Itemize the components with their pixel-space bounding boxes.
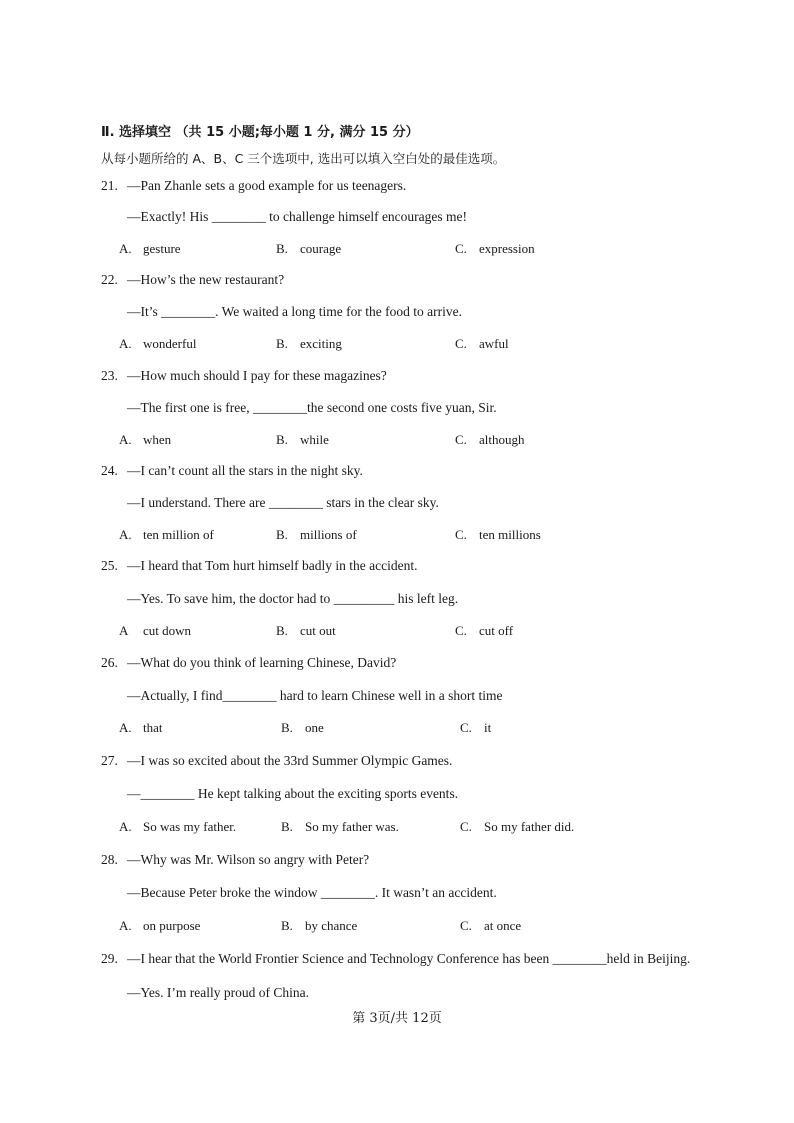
question-24-option-c — [455, 527, 541, 543]
option-letter: B. — [281, 819, 293, 834]
section-instructions: 从每小题所给的 A、B、C 三个选项中, 选出可以填入空白处的最佳选项。 — [101, 151, 506, 166]
question-number: 23. — [101, 368, 118, 383]
question-number: 25. — [101, 558, 118, 573]
question-21-reply: —Exactly! His ________ to challenge himself encourages me! — [127, 209, 468, 224]
option-text: gesture — [143, 241, 181, 256]
option-letter: B. — [276, 527, 288, 542]
option-text: wonderful — [143, 336, 197, 351]
option-letter: A. — [119, 819, 132, 834]
option-letter: B. — [281, 720, 293, 735]
option-text: awful — [479, 336, 509, 351]
option-text: that — [143, 720, 163, 735]
question-24-option-a — [119, 527, 214, 543]
option-letter: B. — [276, 241, 288, 256]
question-26-option-b — [281, 720, 324, 736]
question-27-option-c — [460, 819, 574, 835]
section-title: Ⅱ. 选择填空 （共 15 小题;每小题 1 分, 满分 15 分） — [101, 125, 419, 140]
option-text: when — [143, 432, 172, 447]
question-number: 22. — [101, 272, 118, 287]
question-28-option-b — [281, 918, 357, 934]
option-text: So was my father. — [143, 819, 237, 834]
option-letter: A. — [119, 241, 132, 256]
question-22-reply: —It’s ________. We waited a long time for the food to arrive. — [127, 304, 462, 319]
question-26-option-a — [119, 720, 163, 736]
question-prompt: —How’s the new restaurant? — [127, 272, 285, 287]
option-text: cut off — [479, 623, 514, 638]
question-21-option-b — [276, 241, 341, 257]
question-26-prompt — [101, 655, 396, 671]
question-28-option-c — [460, 918, 521, 934]
option-text: courage — [300, 241, 342, 256]
option-letter: B. — [276, 623, 288, 638]
option-text: although — [479, 432, 525, 447]
page-indicator: 第 3页/共 12页 — [352, 1011, 442, 1026]
question-prompt: —I can’t count all the stars in the night sky. — [127, 463, 363, 478]
question-number: 28. — [101, 852, 118, 867]
question-29-prompt — [101, 951, 690, 967]
question-25-option-b — [276, 623, 336, 639]
option-text: by chance — [305, 918, 358, 933]
question-number: 24. — [101, 463, 118, 478]
question-21-prompt — [101, 178, 406, 194]
question-23-option-c — [455, 432, 525, 448]
option-text: ten million of — [143, 527, 214, 542]
question-24-prompt — [101, 463, 363, 479]
question-25-option-a — [119, 623, 191, 639]
question-24-reply: —I understand. There are ________ stars in the clear sky. — [127, 495, 439, 510]
question-21-option-a — [119, 241, 181, 257]
option-letter: C. — [455, 241, 467, 256]
option-text: millions of — [300, 527, 357, 542]
option-text: at once — [484, 918, 522, 933]
question-27-prompt — [101, 753, 452, 769]
option-text: it — [484, 720, 492, 735]
option-letter: C. — [460, 720, 472, 735]
option-letter: C. — [455, 336, 467, 351]
option-letter: A. — [119, 336, 132, 351]
option-text: ten millions — [479, 527, 541, 542]
question-26-reply: —Actually, I find________ hard to learn Chinese well in a short time — [127, 688, 503, 703]
option-letter: C. — [460, 819, 472, 834]
option-text: while — [300, 432, 329, 447]
option-letter: A. — [119, 720, 132, 735]
option-text: cut down — [143, 623, 192, 638]
question-number: 29. — [101, 951, 118, 966]
question-28-option-a — [119, 918, 200, 934]
option-text: expression — [479, 241, 535, 256]
question-22-option-c — [455, 336, 509, 352]
option-text: cut out — [300, 623, 336, 638]
question-number: 21. — [101, 178, 118, 193]
question-23-option-a — [119, 432, 171, 448]
question-number: 26. — [101, 655, 118, 670]
option-letter: B. — [281, 918, 293, 933]
option-letter: A. — [119, 918, 132, 933]
question-26-option-c — [460, 720, 491, 736]
question-24-option-b — [276, 527, 357, 543]
option-letter: B. — [276, 336, 288, 351]
option-letter: C. — [455, 527, 467, 542]
option-letter: B. — [276, 432, 288, 447]
question-22-option-a — [119, 336, 196, 352]
question-27-option-a — [119, 819, 236, 835]
question-29-reply: —Yes. I’m really proud of China. — [127, 985, 309, 1000]
option-text: So my father did. — [484, 819, 575, 834]
question-27-reply: —________ He kept talking about the exciting sports events. — [127, 786, 459, 801]
question-prompt: —How much should I pay for these magazines? — [127, 368, 387, 383]
question-prompt: —Pan Zhanle sets a good example for us teenagers. — [127, 178, 407, 193]
question-28-prompt — [101, 852, 369, 868]
option-letter: A — [119, 623, 129, 638]
option-letter: A. — [119, 527, 132, 542]
question-prompt: —I heard that Tom hurt himself badly in the accident. — [127, 558, 418, 573]
question-22-prompt — [101, 272, 284, 288]
question-number: 27. — [101, 753, 118, 768]
question-23-option-b — [276, 432, 329, 448]
option-text: on purpose — [143, 918, 201, 933]
question-prompt: —I hear that the World Frontier Science and Technology Conference has been ________held in Beijing. — [127, 951, 691, 966]
question-23-prompt — [101, 368, 387, 384]
question-prompt: —Why was Mr. Wilson so angry with Peter? — [127, 852, 370, 867]
question-23-reply: —The first one is free, ________the second one costs five yuan, Sir. — [127, 400, 497, 415]
option-text: So my father was. — [305, 819, 399, 834]
question-25-prompt — [101, 558, 417, 574]
option-letter: C. — [455, 432, 467, 447]
question-27-option-b — [281, 819, 399, 835]
question-21-option-c — [455, 241, 535, 257]
option-text: one — [305, 720, 324, 735]
option-letter: C. — [460, 918, 472, 933]
question-28-reply: —Because Peter broke the window ________. It wasn’t an accident. — [127, 885, 497, 900]
question-22-option-b — [276, 336, 342, 352]
question-prompt: —What do you think of learning Chinese, David? — [127, 655, 397, 670]
question-25-reply: —Yes. To save him, the doctor had to _________ his left leg. — [127, 591, 459, 606]
option-letter: A. — [119, 432, 132, 447]
question-prompt: —I was so excited about the 33rd Summer Olympic Games. — [127, 753, 453, 768]
question-25-option-c — [455, 623, 513, 639]
option-text: exciting — [300, 336, 342, 351]
option-letter: C. — [455, 623, 467, 638]
